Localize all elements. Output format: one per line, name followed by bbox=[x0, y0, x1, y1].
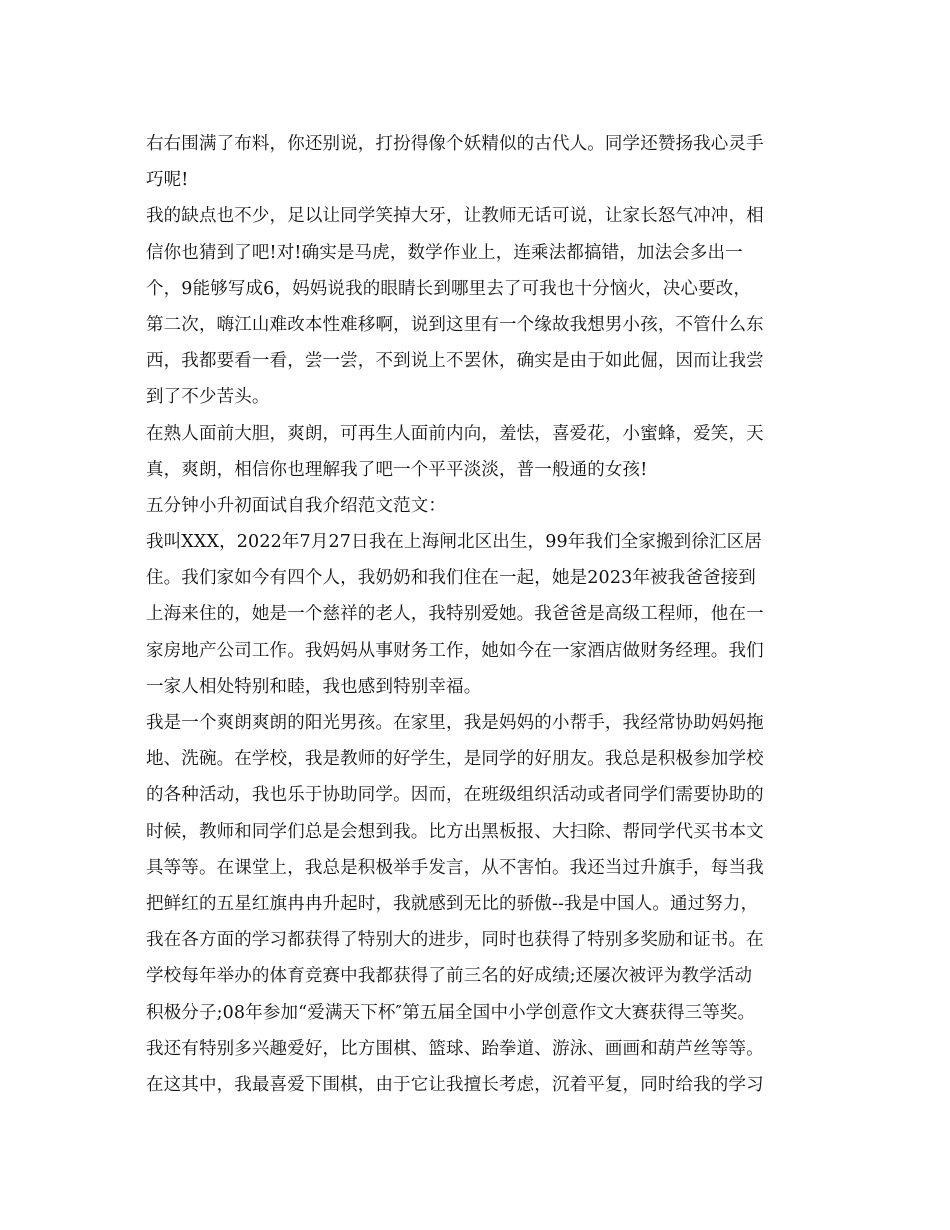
text-line: 具等等。在课堂上，我总是积极举手发言，从不害怕。我还当过升旗手，每当我 bbox=[146, 857, 764, 878]
text-line: 我的缺点也不少，足以让同学笑掉大牙，让教师无话可说，让家长怒气冲冲，相 bbox=[146, 206, 764, 227]
text-line: 我是一个爽朗爽朗的阳光男孩。在家里，我是妈妈的小帮手，我经常协助妈妈拖 bbox=[146, 713, 764, 733]
text-line: 家房地产公司工作。我妈妈从事财务工作，她如今在一家酒店做财务经理。我们 bbox=[146, 640, 764, 661]
text-line: 时候，教师和同学们总是会想到我。比方出黑板报、大扫除、帮同学代买书本文 bbox=[146, 821, 764, 842]
text-line: 的各种活动，我也乐于协助同学。因而，在班级组织活动或者同学们需要协助的 bbox=[146, 785, 764, 806]
text-line: 我在各方面的学习都获得了特别大的进步，同时也获得了特别多奖励和证书。在 bbox=[146, 930, 764, 951]
document-text-body bbox=[146, 126, 806, 1103]
text-line: 到了不少苦头。 bbox=[146, 387, 270, 408]
text-line: 巧呢! bbox=[146, 170, 189, 191]
section-heading: 五分钟小升初面试自我介绍范文范文： bbox=[146, 495, 447, 516]
text-line: 把鲜红的五星红旗冉冉升起时，我就感到无比的骄傲--我是中国人。通过努力， bbox=[146, 893, 759, 914]
text-line: 地、洗碗。在学校，我是教师的好学生，是同学的好朋友。我总是积极参加学校 bbox=[146, 749, 764, 770]
text-line: 住。我们家如今有四个人，我奶奶和我们住在一起，她是2023年被我爸爸接到 bbox=[146, 568, 756, 589]
text-line: 在这其中，我最喜爱下围棋，由于它让我擅长考虑，沉着平复，同时给我的学习 bbox=[146, 1074, 764, 1095]
text-line: 学校每年举办的体育竞赛中我都获得了前三名的好成绩;还屡次被评为教学活动 bbox=[146, 966, 753, 987]
text-line: 积极分子;08年参加“爱满天下杯″第五届全国中小学创意作文大赛获得三等奖。 bbox=[146, 1002, 756, 1023]
text-line: 个，9能够写成6，妈妈说我的眼睛长到哪里去了可我也十分恼火，决心要改， bbox=[146, 278, 752, 299]
text-line: 在熟人面前大胆，爽朗，可再生人面前内向，羞怯，喜爱花，小蜜蜂，爱笑，天 bbox=[146, 423, 764, 444]
text-line: 右右围满了布料，你还别说，打扮得像个妖精似的古代人。同学还赞扬我心灵手 bbox=[146, 134, 764, 154]
text-line: 我叫XXX，2022年7月27日我在上海闸北区出生，99年我们全家搬到徐汇区居 bbox=[146, 532, 762, 553]
text-line: 第二次，嗨江山难改本性难移啊，说到这里有一个缘故我想男小孩，不管什么东 bbox=[146, 314, 764, 335]
text-line: 上海来住的，她是一个慈祥的老人，我特别爱她。我爸爸是高级工程师，他在一 bbox=[146, 604, 764, 625]
text-line: 我还有特别多兴趣爱好，比方围棋、篮球、跆拳道、游泳、画画和葫芦丝等等。 bbox=[146, 1038, 764, 1059]
text-line: 西，我都要看一看，尝一尝，不到说上不罢休，确实是由于如此倔，因而让我尝 bbox=[146, 351, 764, 372]
text-line: 信你也猜到了吧!对!确实是马虎，数学作业上，连乘法都搞错，加法会多出一 bbox=[146, 242, 743, 263]
text-line: 真，爽朗，相信你也理解我了吧一个平平淡淡，普一般通的女孩! bbox=[146, 459, 648, 480]
text-line: 一家人相处特别和睦，我也感到特别幸福。 bbox=[146, 676, 482, 697]
